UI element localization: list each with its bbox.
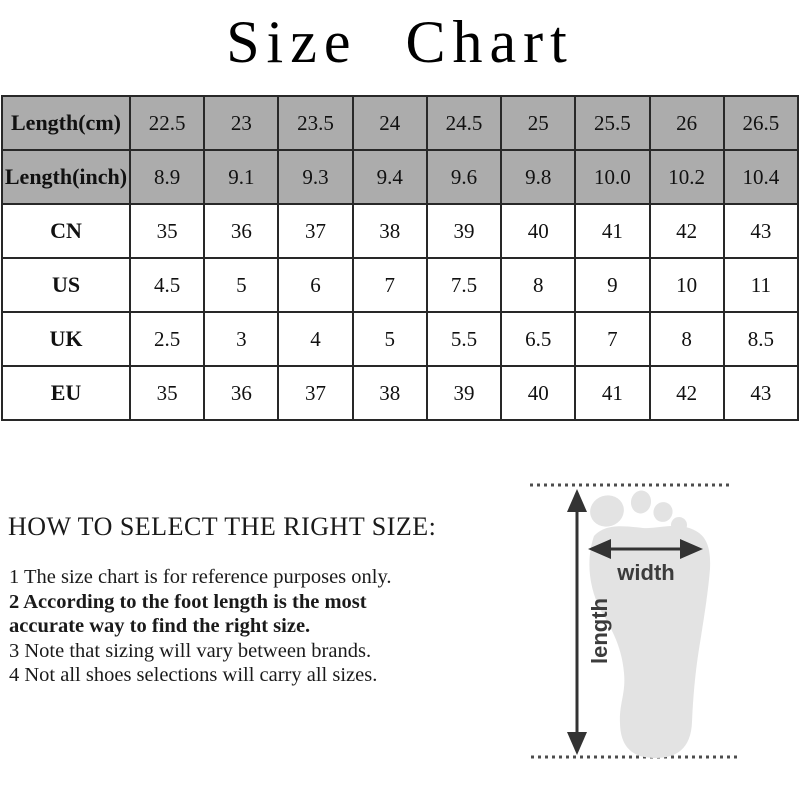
size-cell: 4 bbox=[278, 312, 352, 366]
page-title: Size Chart bbox=[226, 9, 574, 75]
size-cell: 7 bbox=[575, 312, 649, 366]
howto-note: 4 Not all shoes selections will carry all sizes. bbox=[9, 664, 378, 686]
size-cell: 8 bbox=[501, 258, 575, 312]
size-cell: 23 bbox=[204, 96, 278, 150]
howto-note: 3 Note that sizing will vary between brands. bbox=[9, 639, 372, 662]
size-cell: 24.5 bbox=[427, 96, 501, 150]
howto-notes bbox=[9, 565, 433, 688]
length-label: length bbox=[587, 598, 612, 664]
size-cell: 9.6 bbox=[427, 150, 501, 204]
row-label: Length(inch) bbox=[2, 150, 130, 204]
size-cell: 10.0 bbox=[575, 150, 649, 204]
size-cell: 2.5 bbox=[130, 312, 204, 366]
size-cell: 10 bbox=[650, 258, 724, 312]
size-cell: 36 bbox=[204, 204, 278, 258]
foot-measure-diagram bbox=[515, 468, 800, 773]
row-label: CN bbox=[2, 204, 130, 258]
size-cell: 4.5 bbox=[130, 258, 204, 312]
size-cell: 9.4 bbox=[353, 150, 427, 204]
table-row bbox=[2, 366, 798, 420]
size-cell: 37 bbox=[278, 204, 352, 258]
row-label: Length(cm) bbox=[2, 96, 130, 150]
size-cell: 5 bbox=[353, 312, 427, 366]
size-cell: 25.5 bbox=[575, 96, 649, 150]
size-cell: 35 bbox=[130, 204, 204, 258]
howto-note: 1 The size chart is for reference purposes only. bbox=[9, 566, 392, 588]
size-cell: 35 bbox=[130, 366, 204, 420]
size-cell: 7.5 bbox=[427, 258, 501, 312]
row-label: US bbox=[2, 258, 130, 312]
width-label: width bbox=[617, 560, 675, 585]
size-cell: 7 bbox=[353, 258, 427, 312]
size-cell: 42 bbox=[650, 366, 724, 420]
size-cell: 37 bbox=[278, 366, 352, 420]
size-cell: 9.8 bbox=[501, 150, 575, 204]
size-cell: 38 bbox=[353, 366, 427, 420]
size-cell: 22.5 bbox=[130, 96, 204, 150]
size-cell: 10.4 bbox=[724, 150, 798, 204]
size-cell: 42 bbox=[650, 204, 724, 258]
size-cell: 6 bbox=[278, 258, 352, 312]
size-cell: 38 bbox=[353, 204, 427, 258]
size-cell: 39 bbox=[427, 366, 501, 420]
size-cell: 6.5 bbox=[501, 312, 575, 366]
size-cell: 25 bbox=[501, 96, 575, 150]
size-cell: 41 bbox=[575, 366, 649, 420]
size-table-body bbox=[2, 96, 798, 420]
size-cell: 24 bbox=[353, 96, 427, 150]
size-table bbox=[1, 95, 799, 421]
size-cell: 8.5 bbox=[724, 312, 798, 366]
size-cell: 9.1 bbox=[204, 150, 278, 204]
table-row bbox=[2, 312, 798, 366]
table-row bbox=[2, 258, 798, 312]
size-cell: 5 bbox=[204, 258, 278, 312]
size-cell: 40 bbox=[501, 204, 575, 258]
size-cell: 26.5 bbox=[724, 96, 798, 150]
size-cell: 8.9 bbox=[130, 150, 204, 204]
size-cell: 8 bbox=[650, 312, 724, 366]
size-cell: 10.2 bbox=[650, 150, 724, 204]
size-cell: 41 bbox=[575, 204, 649, 258]
table-row bbox=[2, 150, 798, 204]
size-cell: 40 bbox=[501, 366, 575, 420]
table-row bbox=[2, 204, 798, 258]
size-cell: 3 bbox=[204, 312, 278, 366]
size-cell: 36 bbox=[204, 366, 278, 420]
size-cell: 5.5 bbox=[427, 312, 501, 366]
size-cell: 43 bbox=[724, 366, 798, 420]
length-arrow bbox=[567, 489, 587, 755]
size-cell: 26 bbox=[650, 96, 724, 150]
size-cell: 43 bbox=[724, 204, 798, 258]
size-cell: 9 bbox=[575, 258, 649, 312]
howto-note: 2 According to the foot length is the most accurate way to find the right size. bbox=[9, 590, 367, 637]
row-label: UK bbox=[2, 312, 130, 366]
size-cell: 9.3 bbox=[278, 150, 352, 204]
size-cell: 11 bbox=[724, 258, 798, 312]
size-cell: 39 bbox=[427, 204, 501, 258]
howto-heading: HOW TO SELECT THE RIGHT SIZE: bbox=[8, 512, 437, 541]
table-row bbox=[2, 96, 798, 150]
row-label: EU bbox=[2, 366, 130, 420]
size-cell: 23.5 bbox=[278, 96, 352, 150]
